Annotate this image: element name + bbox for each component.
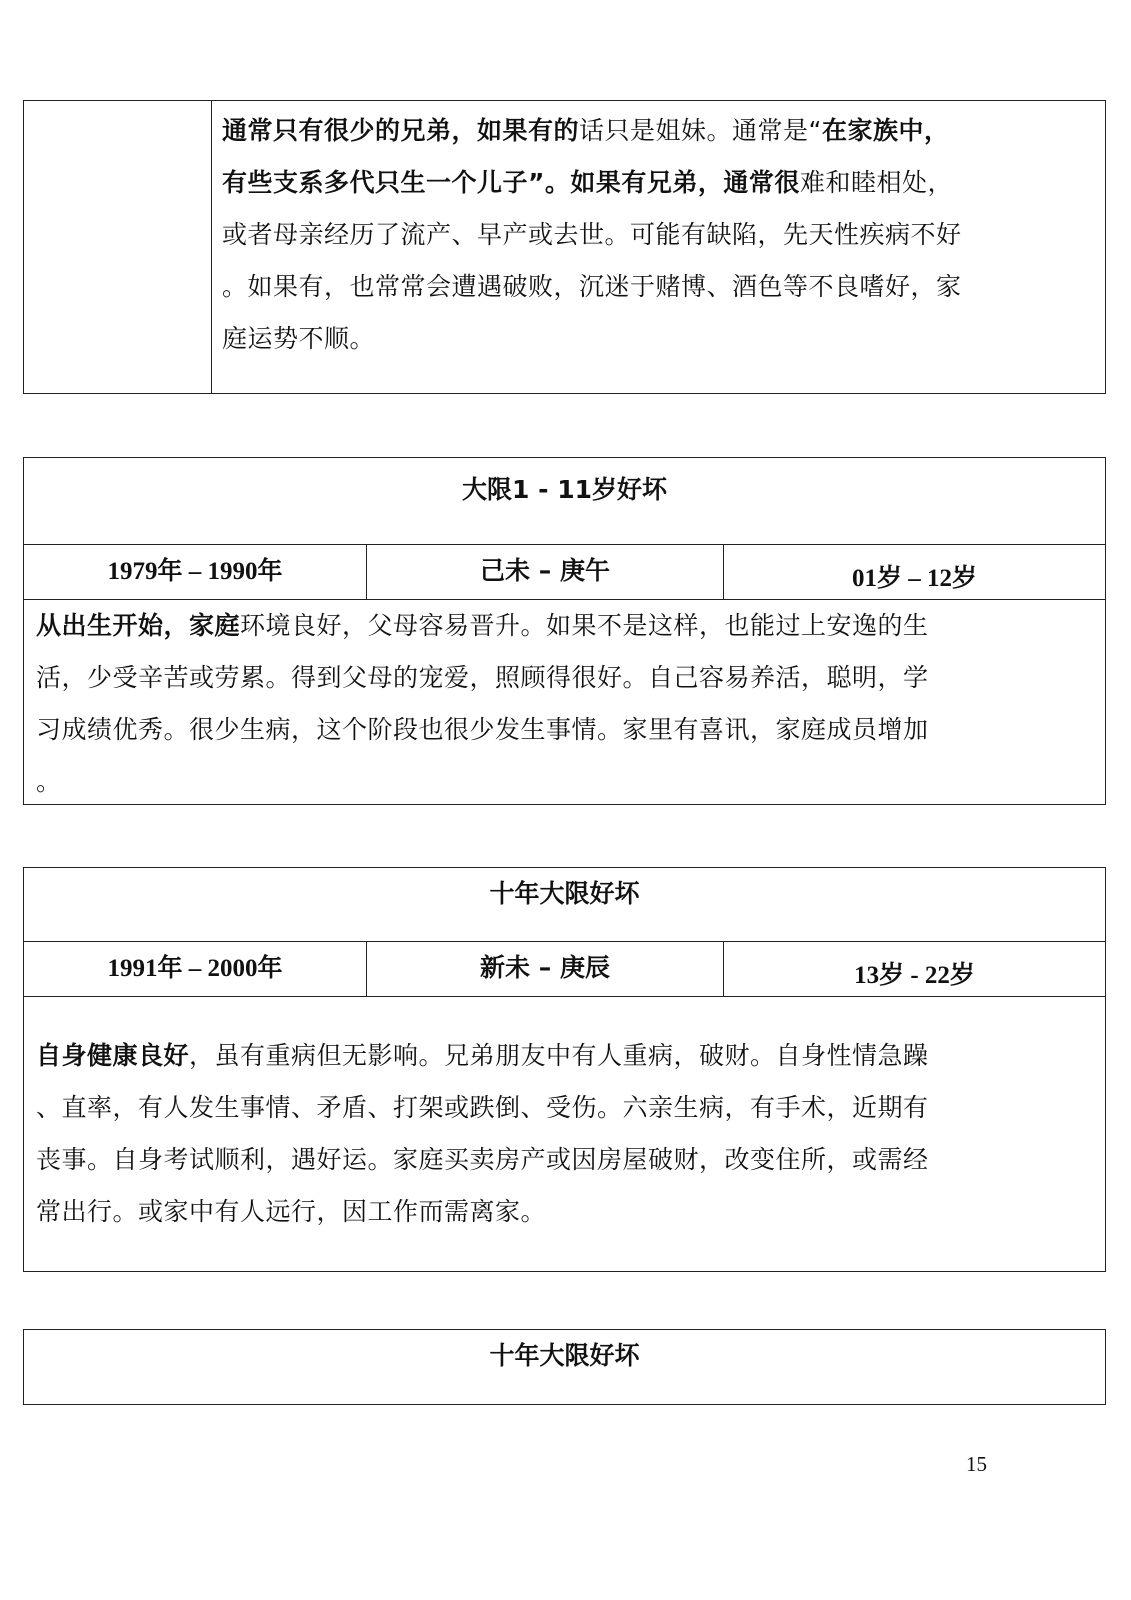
ages-cell: 01岁 – 12岁 <box>851 565 977 592</box>
period-title: 十年大限好坏 <box>489 1341 640 1370</box>
ganzhi-cell: 新未 – 庚辰 <box>367 942 724 996</box>
para-line: 庭运势不顺。 <box>222 324 376 353</box>
para-line: 或者母亲经历了流产、早产或去世。可能有缺陷，先天性疾病不好 <box>222 220 962 249</box>
years-cell: 1979年 – 1990年 <box>24 545 367 599</box>
para-line <box>36 1030 1096 1082</box>
para-line <box>222 105 1092 157</box>
years-cell: 1991年 – 2000年 <box>24 942 367 996</box>
period-info-row <box>24 544 1105 600</box>
period-table-1 <box>23 457 1106 805</box>
page-number: 15 <box>966 1452 987 1476</box>
period-info-row <box>24 941 1105 997</box>
period-table-2 <box>23 867 1106 1272</box>
period-table-3 <box>23 1329 1106 1405</box>
para-line: 常出行。或家中有人远行，因工作而需离家。 <box>36 1197 547 1226</box>
left-empty-cell <box>24 101 212 393</box>
text: ，虽有重病但无影响。兄弟朋友中有人重病，破财。自身性情急躁 <box>189 1041 929 1070</box>
period-title: 十年大限好坏 <box>489 879 640 908</box>
para-line: 。 <box>36 767 62 796</box>
bold-text: 通常只有很少的兄弟，如果有的 <box>222 116 580 145</box>
bold-text: 在家族中， <box>821 116 950 145</box>
text: 话只是姐妹。通常是“ <box>579 116 822 145</box>
bold-text: 有些支系多代只生一个儿子”。如果有兄弟，通常很 <box>222 168 800 197</box>
ganzhi-cell: 己未 – 庚午 <box>367 545 724 599</box>
para-line: 。如果有，也常常会遭遇破败，沉迷于赌博、酒色等不良嗜好，家 <box>222 272 962 301</box>
para-line <box>222 157 1092 209</box>
para-line: 丧事。自身考试顺利，遇好运。家庭买卖房产或因房屋破财，改变住所，或需经 <box>36 1145 929 1174</box>
para-line: 、直率，有人发生事情、矛盾、打架或跌倒、受伤。六亲生病，有手术，近期有 <box>36 1093 929 1122</box>
sibling-paragraph <box>222 105 1092 365</box>
para-line: 活，少受辛苦或劳累。得到父母的宠爱，照顾得很好。自己容易养活，聪明，学 <box>36 663 929 692</box>
ages-cell: 13岁 - 22岁 <box>854 962 975 989</box>
text: 难和睦相处， <box>799 168 953 197</box>
para-line: 习成绩优秀。很少生病，这个阶段也很少发生事情。家里有喜讯，家庭成员增加 <box>36 715 929 744</box>
period-title: 大限1 - 11岁好坏 <box>462 475 667 504</box>
continuation-table <box>23 100 1106 394</box>
bold-text: 从出生开始，家庭 <box>36 611 241 640</box>
para-line <box>36 600 1096 652</box>
period-paragraph <box>36 1030 1096 1238</box>
bold-text: 自身健康良好 <box>36 1041 190 1070</box>
period-paragraph <box>36 600 1096 808</box>
text: 环境良好，父母容易晋升。如果不是这样，也能过上安逸的生 <box>240 611 929 640</box>
